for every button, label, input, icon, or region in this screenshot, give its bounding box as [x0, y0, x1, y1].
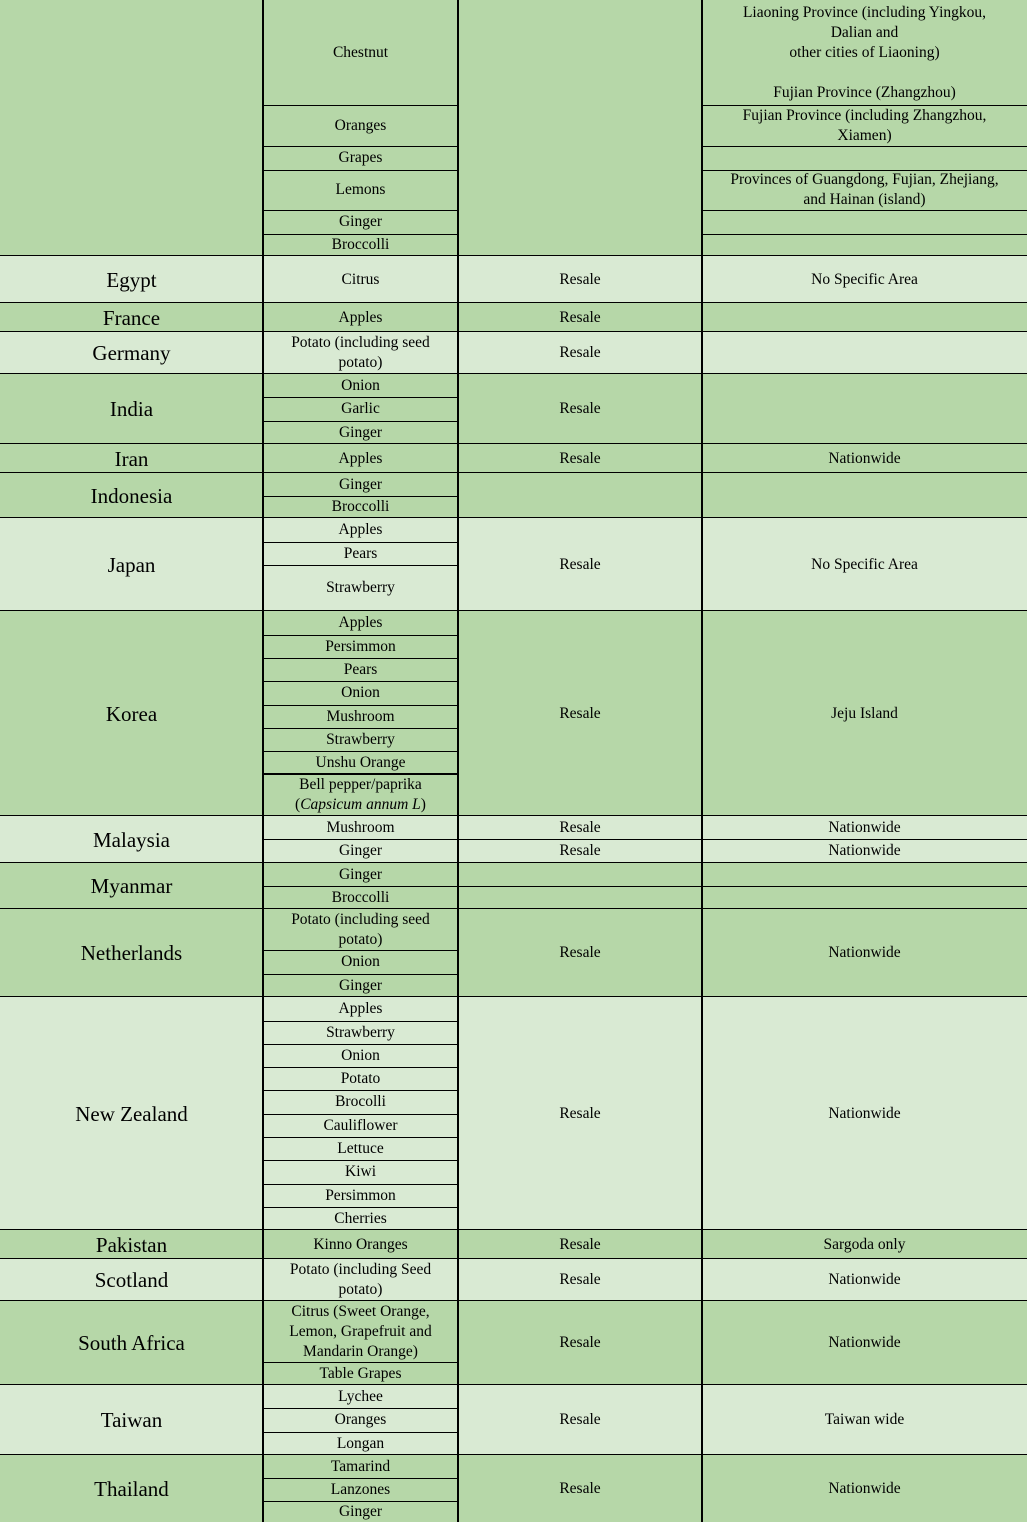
item-cell — [263, 303, 458, 332]
item-cell — [263, 496, 458, 518]
item-cell — [263, 1408, 458, 1432]
purpose-cell-text: Resale — [559, 1334, 601, 1351]
grid-line — [263, 1432, 458, 1433]
item-cell — [263, 658, 458, 681]
item-cell — [263, 635, 458, 658]
item-cell-text: Ginger — [338, 1502, 383, 1520]
grid-line — [263, 1160, 458, 1161]
country-cell-text: Malaysia — [93, 827, 170, 852]
item-cell — [263, 1184, 458, 1207]
item-cell-text: Mushroom — [326, 707, 395, 725]
item-cell — [263, 105, 458, 146]
item-cell — [263, 1137, 458, 1160]
purpose-cell-text: Resale — [559, 1271, 601, 1288]
grid-line — [262, 0, 264, 1522]
country-cell — [0, 909, 263, 997]
area-cell — [702, 210, 1027, 234]
area-cell — [702, 518, 1027, 611]
country-cell-text: Iran — [114, 446, 149, 471]
item-cell — [263, 909, 458, 950]
item-cell — [263, 863, 458, 886]
item-cell — [263, 1455, 458, 1478]
item-cell-text: Broccolli — [331, 498, 390, 515]
area-cell-text: No Specific Area — [811, 270, 918, 288]
purpose-cell-text: Resale — [559, 1235, 601, 1253]
purpose-cell — [458, 303, 702, 332]
purpose-cell — [458, 1385, 702, 1455]
item-cell-text: Apples — [338, 449, 383, 467]
item-cell — [263, 1114, 458, 1137]
country-cell-text: France — [102, 305, 161, 330]
item-cell-text: Ginger — [338, 865, 383, 883]
item-cell-text: Unshu Orange — [315, 753, 406, 771]
country-cell-text: Pakistan — [95, 1232, 168, 1257]
country-cell — [0, 1385, 263, 1455]
area-cell — [702, 256, 1027, 303]
purpose-cell-text: Resale — [559, 1479, 601, 1497]
country-cell — [0, 518, 263, 611]
area-cell-text: Nationwide — [828, 1271, 901, 1288]
item-cell — [263, 332, 458, 374]
item-cell-text: Ginger — [338, 842, 383, 859]
country-cell — [0, 611, 263, 816]
country-cell — [0, 332, 263, 374]
item-cell — [263, 611, 458, 635]
grid-line — [263, 658, 458, 659]
grid-line — [263, 1090, 458, 1091]
area-cell-text: Nationwide — [828, 1104, 901, 1122]
purpose-cell-text: Resale — [559, 842, 601, 859]
item-cell-text: Lychee — [338, 1387, 383, 1405]
item-cell-text: Cauliflower — [323, 1116, 398, 1134]
item-cell — [263, 1362, 458, 1385]
item-cell-text: Persimmon — [325, 637, 396, 655]
area-cell — [702, 909, 1027, 997]
purpose-cell — [458, 839, 702, 863]
area-cell — [702, 611, 1027, 816]
area-cell — [702, 839, 1027, 863]
item-cell — [263, 1090, 458, 1114]
grid-line — [263, 773, 458, 775]
grid-line — [263, 950, 458, 951]
purpose-cell-text: Resale — [559, 1411, 601, 1428]
item-cell — [263, 234, 458, 256]
item-cell — [263, 1432, 458, 1455]
item-cell-text: Grapes — [338, 149, 383, 166]
item-cell-text: Pears — [343, 660, 378, 678]
purpose-cell — [458, 1455, 702, 1522]
area-cell — [702, 1259, 1027, 1301]
item-cell — [263, 1160, 458, 1184]
country-cell-text: Myanmar — [90, 874, 173, 898]
item-cell — [263, 1259, 458, 1301]
item-cell — [263, 997, 458, 1021]
item-cell-text: Apples — [338, 521, 383, 538]
purpose-cell — [458, 256, 702, 303]
area-cell-text: Nationwide — [828, 842, 901, 859]
grid-line — [702, 210, 1027, 211]
item-cell — [263, 839, 458, 863]
grid-line — [263, 1137, 458, 1138]
grid-line — [263, 1114, 458, 1115]
country-cell — [0, 1455, 263, 1522]
purpose-cell-text: Resale — [559, 555, 601, 573]
country-cell — [0, 1230, 263, 1259]
country-cell — [0, 816, 263, 863]
item-cell — [263, 421, 458, 444]
grid-line — [702, 170, 1027, 171]
item-cell-text: Ginger — [338, 475, 383, 493]
purpose-cell — [458, 444, 702, 473]
item-cell-text: Onion — [341, 376, 380, 394]
purpose-cell-text: Resale — [559, 344, 601, 361]
item-cell-text: Citrus (Sweet Orange, Lemon, Grapefruit and Mandarin Orange) — [289, 1302, 432, 1360]
item-cell-text: Bell pepper/paprika — [299, 776, 422, 793]
item-cell-text: Apples — [338, 614, 383, 631]
item-cell — [263, 397, 458, 421]
purpose-cell-text: Resale — [559, 270, 601, 288]
country-cell-text: India — [109, 397, 154, 421]
country-cell-text: Scotland — [94, 1268, 169, 1292]
item-cell-text: Kinno Oranges — [313, 1235, 408, 1253]
purpose-cell — [458, 1230, 702, 1259]
purpose-cell-text: Resale — [559, 704, 601, 722]
item-cell — [263, 473, 458, 496]
country-cell-text: Egypt — [106, 267, 157, 292]
grid-line — [263, 705, 458, 706]
item-cell — [263, 751, 458, 774]
area-cell-text: Jeju Island — [831, 704, 898, 722]
grid-line — [263, 1362, 458, 1363]
grid-line — [263, 170, 458, 171]
purpose-cell — [458, 909, 702, 997]
purpose-cell — [458, 997, 702, 1230]
area-cell — [702, 332, 1027, 374]
country-cell-text: Korea — [105, 701, 158, 726]
area-cell-text: Nationwide — [828, 449, 901, 467]
item-cell — [263, 886, 458, 909]
area-cell-text: Nationwide — [828, 1334, 901, 1351]
country-cell — [0, 444, 263, 473]
item-cell-text: Citrus — [341, 270, 380, 288]
purpose-cell-text: Resale — [559, 944, 601, 961]
item-cell-text: Potato (including seed potato) — [291, 334, 430, 371]
item-cell-text: Pears — [343, 544, 378, 562]
item-cell — [263, 565, 458, 611]
area-cell-text: Sargoda only — [823, 1235, 906, 1253]
item-cell-text: Strawberry — [326, 1023, 395, 1041]
grid-line — [263, 1044, 458, 1045]
area-cell — [702, 1385, 1027, 1455]
item-cell — [263, 1230, 458, 1259]
item-cell-text: Mushroom — [326, 818, 395, 836]
area-cell-text: Nationwide — [828, 944, 901, 961]
area-cell — [702, 0, 1027, 105]
country-cell-text: Taiwan — [100, 1408, 163, 1432]
country-cell — [0, 473, 263, 518]
item-cell — [263, 518, 458, 542]
grid-line — [263, 839, 458, 840]
item-cell-text: Ginger — [338, 976, 383, 994]
grid-line — [263, 974, 458, 975]
purpose-cell — [458, 332, 702, 374]
item-cell — [263, 542, 458, 565]
grid-line — [263, 565, 458, 566]
grid-line — [263, 728, 458, 729]
item-cell-text: Longan — [336, 1434, 385, 1452]
grid-line — [263, 146, 458, 147]
purpose-cell-text: Resale — [559, 308, 601, 326]
item-cell-text: Ginger — [338, 423, 383, 441]
item-cell — [263, 146, 458, 170]
area-cell — [702, 1301, 1027, 1385]
grid-line — [702, 105, 1027, 106]
grid-line — [458, 886, 1027, 887]
area-cell — [702, 473, 1027, 518]
item-cell-text: Strawberry — [326, 579, 395, 596]
item-cell — [263, 444, 458, 473]
item-cell-text: Onion — [341, 953, 380, 970]
purpose-cell-text: Resale — [559, 1104, 601, 1122]
area-cell — [702, 1455, 1027, 1522]
country-cell-text: Japan — [107, 552, 156, 577]
item-cell-text: Broccolli — [331, 236, 390, 253]
item-cell — [263, 374, 458, 397]
purpose-cell — [458, 1259, 702, 1301]
country-cell-text: Thailand — [94, 1476, 169, 1501]
country-cell — [0, 0, 263, 256]
grid-line — [263, 1478, 458, 1479]
item-cell — [263, 0, 458, 105]
item-cell-text: Lemons — [335, 181, 386, 198]
item-cell — [263, 1478, 458, 1501]
item-cell-text: Potato (including Seed potato) — [289, 1261, 432, 1298]
item-cell-text: Broccolli — [331, 888, 390, 906]
item-cell — [263, 1044, 458, 1067]
area-cell — [702, 146, 1027, 170]
item-cell-text: Ginger — [338, 213, 383, 230]
item-cell — [263, 1385, 458, 1408]
grid-line — [263, 210, 458, 211]
item-cell-text: Chestnut — [332, 43, 389, 61]
item-cell-text: Kiwi — [345, 1163, 376, 1180]
purpose-cell — [458, 473, 702, 518]
purpose-cell-text: Resale — [559, 400, 601, 417]
item-cell — [263, 974, 458, 997]
grid-line — [263, 496, 458, 497]
grid-line — [263, 397, 458, 398]
grid-line — [263, 681, 458, 682]
area-cell-text: Liaoning Province (including Yingkou, Dalian and other cities of Liaoning) Fujian Province (Zhangzhou) — [742, 3, 987, 101]
item-cell — [263, 256, 458, 303]
country-cell — [0, 1301, 263, 1385]
purpose-cell — [458, 611, 702, 816]
item-cell-text: Table Grapes — [319, 1364, 402, 1382]
grid-line — [263, 105, 458, 106]
purpose-cell — [458, 816, 702, 839]
country-cell — [0, 997, 263, 1230]
grid-line — [702, 146, 1027, 147]
item-cell — [263, 705, 458, 728]
area-cell-text: Provinces of Guangdong, Fujian, Zhejiang, and Hainan (island) — [730, 171, 999, 208]
item-cell — [263, 816, 458, 839]
purpose-cell — [458, 1301, 702, 1385]
item-cell-text: Apples — [338, 1000, 383, 1017]
area-cell — [702, 1230, 1027, 1259]
grid-line — [263, 1184, 458, 1185]
grid-line — [263, 1408, 458, 1409]
item-cell-text: Tamarind — [330, 1457, 391, 1475]
country-cell — [0, 374, 263, 444]
purpose-cell-text: Resale — [559, 449, 601, 467]
grid-line — [263, 1067, 458, 1068]
item-cell-text: Strawberry — [326, 730, 395, 748]
country-cell — [0, 303, 263, 332]
item-cell-text: Onion — [341, 1046, 380, 1064]
country-cell-text: Germany — [92, 341, 171, 365]
item-cell — [263, 210, 458, 234]
country-cell — [0, 863, 263, 909]
area-cell — [702, 374, 1027, 444]
item-cell-text: Lettuce — [337, 1139, 384, 1157]
item-cell — [263, 774, 458, 816]
country-cell-text: South Africa — [78, 1331, 185, 1355]
country-cell-text: New Zealand — [75, 1101, 188, 1126]
grid-line — [263, 421, 458, 422]
item-cell-text: Garlic — [341, 400, 380, 417]
item-cell-text: Persimmon — [325, 1186, 396, 1204]
area-cell-text: Taiwan wide — [824, 1411, 905, 1428]
item-cell-text: Oranges — [334, 116, 387, 134]
item-cell — [263, 681, 458, 705]
item-cell — [263, 170, 458, 210]
area-cell-text: Nationwide — [828, 818, 901, 836]
grid-line — [458, 839, 1027, 840]
purpose-cell — [458, 0, 702, 256]
grid-line — [263, 1501, 458, 1502]
item-cell — [263, 1067, 458, 1090]
area-cell-text: Nationwide — [828, 1479, 901, 1497]
item-cell — [263, 1021, 458, 1044]
item-cell-text: Apples — [338, 308, 383, 326]
purpose-cell-text: Resale — [559, 818, 601, 836]
area-cell — [702, 170, 1027, 210]
item-cell-text: Oranges — [334, 1411, 387, 1428]
purpose-cell — [458, 518, 702, 611]
area-cell — [702, 444, 1027, 473]
item-cell-text: Lanzones — [330, 1480, 391, 1498]
area-cell-text: Fujian Province (including Zhangzhou, Xiamen) — [742, 106, 987, 144]
grid-line — [263, 751, 458, 752]
grid-line — [263, 1021, 458, 1022]
area-cell-text: No Specific Area — [811, 555, 918, 573]
grid-line — [263, 234, 458, 235]
item-latin-name-text: Capsicum annum L — [300, 796, 421, 813]
area-cell — [702, 816, 1027, 839]
item-latin-name: (Capsicum annum L) — [295, 796, 426, 813]
grid-line — [263, 542, 458, 543]
item-cell — [263, 728, 458, 751]
area-cell — [702, 105, 1027, 146]
area-cell — [702, 234, 1027, 256]
item-cell — [263, 1501, 458, 1522]
country-cell — [0, 256, 263, 303]
country-cell — [0, 1259, 263, 1301]
area-cell — [702, 997, 1027, 1230]
grid-line — [263, 886, 458, 887]
area-cell — [702, 303, 1027, 332]
item-cell — [263, 950, 458, 974]
grid-line — [263, 1207, 458, 1208]
purpose-cell — [458, 374, 702, 444]
country-cell-text: Netherlands — [80, 941, 183, 965]
grid-line — [701, 0, 703, 1522]
item-cell-text: Potato (including seed potato) — [291, 910, 430, 948]
item-cell-text: Onion — [341, 684, 380, 701]
item-cell-text: Brocolli — [335, 1093, 386, 1110]
item-cell-text: Potato — [340, 1069, 381, 1087]
item-cell — [263, 1207, 458, 1230]
grid-line — [263, 635, 458, 636]
grid-line — [702, 234, 1027, 235]
country-cell-text: Indonesia — [90, 483, 173, 508]
item-cell-text: Cherries — [334, 1209, 387, 1227]
grid-line — [457, 0, 459, 1522]
item-cell — [263, 1301, 458, 1362]
